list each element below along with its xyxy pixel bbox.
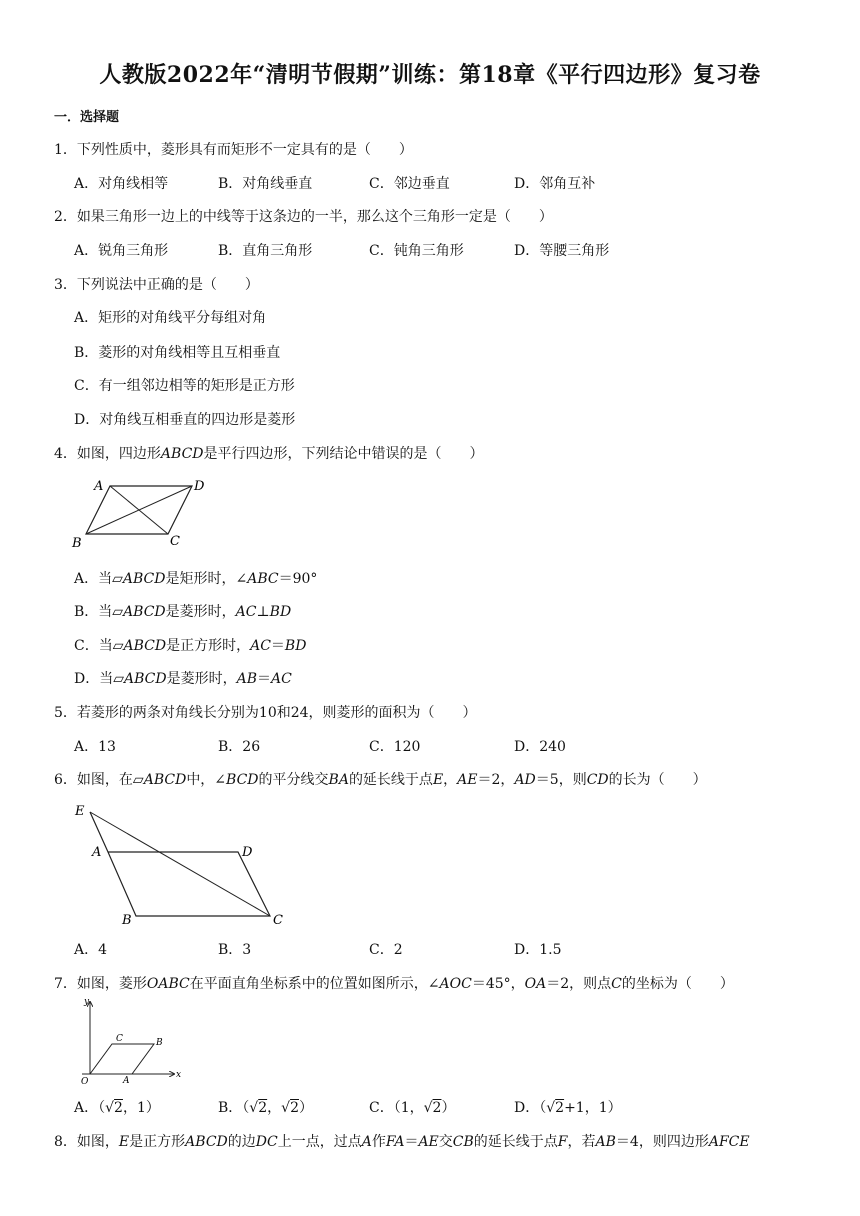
question-number: 6． <box>54 772 77 788</box>
option-math: ABCD <box>124 671 167 687</box>
stem-math: E <box>432 772 444 788</box>
option-c: C．钝角三角形 <box>369 243 464 259</box>
option-text: ⊥ <box>256 604 270 620</box>
option-a: A．锐角三角形 <box>74 243 169 259</box>
stem-text: 在平面直角坐标系中的位置如图所示，∠ <box>189 976 440 992</box>
question-1 <box>54 139 413 159</box>
radicand: 2 <box>290 1100 299 1116</box>
option-a <box>74 1097 160 1117</box>
stem-text: 是平行四边形，下列结论中错误的是（ ） <box>203 446 484 462</box>
option-text: A．（ <box>74 1100 106 1116</box>
option-math: BD <box>269 604 292 620</box>
radicand: 2 <box>555 1100 565 1116</box>
stem-math: CB <box>452 1134 474 1150</box>
label-b: B <box>122 913 132 928</box>
question-3 <box>54 274 259 294</box>
option-c <box>369 1097 455 1117</box>
option-math: AC <box>271 671 292 687</box>
stem-text: 是正方形 <box>129 1134 186 1150</box>
option-c: C．有一组邻边相等的矩形是正方形 <box>74 378 295 394</box>
option-d: D．240 <box>514 739 566 755</box>
option-text: D．当▱ <box>74 671 124 687</box>
label-c: C <box>116 1034 123 1044</box>
question-4 <box>54 443 484 463</box>
question-number: 8． <box>54 1134 77 1150</box>
label-d: D <box>242 845 253 860</box>
option-text: 是菱形时， <box>165 604 236 620</box>
option-c: C．2 <box>369 942 403 958</box>
question-stem: 下列性质中，菱形具有而矩形不一定具有的是（ ） <box>76 142 413 158</box>
option-b: B．直角三角形 <box>218 243 313 259</box>
option-c <box>74 635 306 655</box>
label-x: x <box>176 1070 182 1080</box>
stem-math: FA <box>385 1134 405 1150</box>
stem-text: 的平分线交 <box>258 772 329 788</box>
stem-math: OABC <box>146 976 190 992</box>
option-d: D．1.5 <box>514 942 562 958</box>
stem-math: ABCD <box>160 446 204 462</box>
stem-text: 的延长线于点 <box>473 1134 558 1150</box>
option-text: ， <box>267 1100 282 1116</box>
page-title: 人教版2022年“清明节假期”训练：第18章《平行四边形》复习卷 <box>99 62 761 88</box>
stem-text: 的边 <box>227 1134 256 1150</box>
option-text: 是正方形时， <box>166 638 251 654</box>
stem-text: ＝4，则四边形 <box>615 1134 709 1150</box>
question-5 <box>54 702 477 722</box>
question-number: 7． <box>54 976 77 992</box>
stem-math: AE <box>418 1134 439 1150</box>
stem-text: 如图， <box>76 1134 119 1150</box>
radicand: 2 <box>258 1100 268 1116</box>
sqrt-sign: √ <box>423 1100 433 1116</box>
stem-text: 如图，在▱ <box>76 772 144 788</box>
question-stem: 若菱形的两条对角线长分别为10和24，则菱形的面积为（ ） <box>76 705 477 721</box>
section-heading: 一．选择题 <box>54 110 120 125</box>
label-a: A <box>94 479 104 494</box>
label-d: D <box>194 479 205 494</box>
stem-text: ＝2， <box>477 772 515 788</box>
stem-math: F <box>557 1134 568 1150</box>
stem-math: AE <box>457 772 478 788</box>
stem-math: BCD <box>226 772 259 788</box>
option-math: AC <box>250 638 271 654</box>
stem-math: BA <box>328 772 349 788</box>
question-number: 3． <box>54 277 77 293</box>
stem-math: ABCD <box>185 1134 228 1150</box>
stem-math: OA <box>524 976 547 992</box>
option-text: ） <box>298 1100 313 1116</box>
stem-text: 的延长线于点 <box>348 772 433 788</box>
stem-math: AB <box>595 1134 616 1150</box>
stem-math: C <box>611 976 622 992</box>
parallelogram-figure <box>70 474 220 552</box>
option-math: ABCD <box>123 638 167 654</box>
option-d: D．对角线互相垂直的四边形是菱形 <box>74 412 296 428</box>
label-o: O <box>81 1077 89 1086</box>
stem-text: ， <box>443 772 458 788</box>
option-math: ABCD <box>123 604 166 620</box>
option-b <box>218 1097 313 1117</box>
option-c: C．120 <box>369 739 421 755</box>
option-b: B．3 <box>218 942 252 958</box>
option-text: C．（1， <box>369 1100 424 1116</box>
radicand: 2 <box>432 1100 442 1116</box>
option-text: D．（ <box>514 1100 547 1116</box>
question-6 <box>54 769 707 789</box>
stem-math: A <box>361 1134 372 1150</box>
option-a: A．4 <box>74 942 108 958</box>
question-number: 4． <box>54 446 77 462</box>
stem-text: 如图，四边形 <box>76 446 161 462</box>
option-text: +1，1） <box>564 1100 622 1116</box>
option-math: ABC <box>247 571 279 587</box>
stem-math: AD <box>514 772 536 788</box>
sqrt-sign: √ <box>249 1100 259 1116</box>
option-b: B．26 <box>218 739 261 755</box>
sqrt-sign: √ <box>281 1100 291 1116</box>
stem-text: 的长为（ ） <box>608 772 707 788</box>
option-d <box>74 668 292 688</box>
stem-text: 中，∠ <box>186 772 227 788</box>
option-text: B．（ <box>218 1100 250 1116</box>
stem-text: 交 <box>438 1134 453 1150</box>
option-d: D．邻角互补 <box>514 176 596 192</box>
question-stem: 下列说法中正确的是（ ） <box>76 277 259 293</box>
stem-math: CD <box>586 772 609 788</box>
stem-text: 作 <box>371 1134 386 1150</box>
label-y: y <box>84 997 90 1007</box>
stem-text: 的坐标为（ ） <box>621 976 734 992</box>
stem-text: ＝2，则点 <box>546 976 612 992</box>
stem-text: 如图，菱形 <box>76 976 147 992</box>
stem-text: 上一点，过点 <box>277 1134 362 1150</box>
question-number: 1． <box>54 142 77 158</box>
option-d: D．等腰三角形 <box>514 243 610 259</box>
option-b: B．对角线垂直 <box>218 176 313 192</box>
option-math: AB <box>236 671 258 687</box>
question-2 <box>54 206 553 226</box>
question-7 <box>54 973 734 993</box>
question-stem: 如果三角形一边上的中线等于这条边的一半，那么这个三角形一定是（ ） <box>76 209 553 225</box>
stem-math: DC <box>255 1134 278 1150</box>
label-b: B <box>156 1038 163 1048</box>
label-c: C <box>273 913 283 928</box>
stem-text: ＝ <box>404 1134 419 1150</box>
option-math: ABCD <box>122 571 166 587</box>
option-text: ＝90° <box>278 571 318 587</box>
option-math: BD <box>284 638 307 654</box>
option-a <box>74 568 317 588</box>
sqrt-sign: √ <box>546 1100 556 1116</box>
stem-text: ＝45°， <box>471 976 525 992</box>
parallelogram-bisector-figure <box>70 798 295 930</box>
radicand: 2 <box>114 1100 123 1116</box>
option-d <box>514 1097 622 1117</box>
option-text: A．当▱ <box>74 571 123 587</box>
stem-text: ＝5，则 <box>535 772 587 788</box>
option-text: ＝ <box>257 671 272 687</box>
label-c: C <box>170 534 180 549</box>
option-c: C．邻边垂直 <box>369 176 450 192</box>
option-text: B．当▱ <box>74 604 124 620</box>
option-text: 是矩形时，∠ <box>165 571 248 587</box>
question-number: 2． <box>54 209 77 225</box>
stem-math: AFCE <box>708 1134 750 1150</box>
stem-math: ABCD <box>143 772 187 788</box>
option-b <box>74 601 291 621</box>
question-8 <box>54 1131 750 1151</box>
stem-math: E <box>118 1134 130 1150</box>
option-text: 是菱形时， <box>166 671 237 687</box>
option-a: A．矩形的对角线平分每组对角 <box>74 310 267 326</box>
option-text: C．当▱ <box>74 638 124 654</box>
option-text: ＝ <box>270 638 285 654</box>
option-text: ） <box>441 1100 456 1116</box>
label-e: E <box>75 804 85 819</box>
option-b: B．菱形的对角线相等且互相垂直 <box>74 345 281 361</box>
stem-text: ，若 <box>567 1134 596 1150</box>
option-text: ，1） <box>122 1100 160 1116</box>
label-b: B <box>72 536 82 551</box>
option-a: A．13 <box>74 739 116 755</box>
label-a: A <box>92 845 102 860</box>
label-a: A <box>123 1076 130 1086</box>
option-a: A．对角线相等 <box>74 176 169 192</box>
question-number: 5． <box>54 705 77 721</box>
sqrt-sign: √ <box>105 1100 115 1116</box>
stem-math: AOC <box>439 976 472 992</box>
coordinate-rhombus-figure <box>70 996 190 1086</box>
option-math: AC <box>235 604 257 620</box>
